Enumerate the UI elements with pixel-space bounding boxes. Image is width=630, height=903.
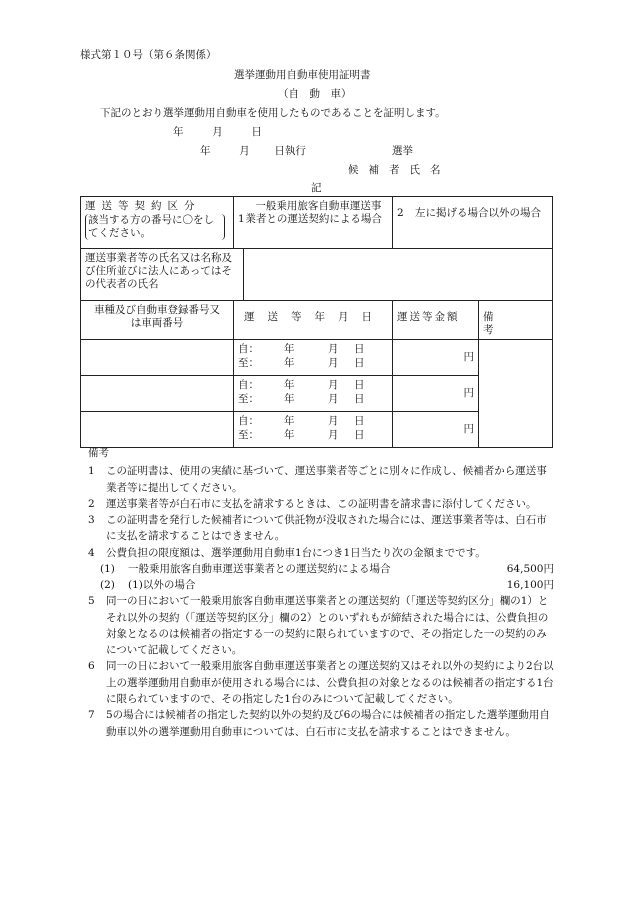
to-label: 至： bbox=[238, 357, 259, 370]
header-row bbox=[81, 301, 553, 340]
document-title: 選挙運動用自動車使用証明書 bbox=[234, 69, 371, 81]
contract-option-1[interactable] bbox=[234, 197, 393, 249]
notes-heading: 備考 bbox=[88, 447, 109, 459]
option-1-text: 一般乗用旅客自動車運送事業者との運送契約による場合 bbox=[245, 200, 382, 226]
election-label: 選挙 bbox=[392, 145, 413, 157]
note-item: 7 5の場合には候補者の指定した契約以外の契約及び6の場合には候補者の指定した選挙運動用自動車以外の選挙運動用自動車については、白石市に支払を請求することはできません。 bbox=[88, 709, 550, 738]
carrier-label: 運送事業者等の氏名又は名称及び住所並びに法人にあってはその代表者の氏名 bbox=[81, 249, 244, 301]
entry-row bbox=[81, 340, 553, 376]
year-unit: 年 bbox=[284, 379, 295, 392]
day-unit: 日 bbox=[354, 429, 365, 442]
amount-field[interactable] bbox=[393, 376, 479, 412]
day-label: 日 bbox=[251, 126, 262, 138]
note-item: 2 運送事業者等が白石市に支払を請求するときは、この証明書を請求書に添付してください。 bbox=[88, 497, 537, 510]
option-1-number: 1 bbox=[238, 213, 245, 225]
certification-statement: 下記のとおり選挙運動用自動車を使用したものであることを証明します。 bbox=[100, 107, 446, 119]
day-unit: 日 bbox=[354, 415, 365, 428]
col-remarks-header: 備考 bbox=[479, 301, 553, 340]
vehicle-field[interactable] bbox=[81, 412, 234, 448]
col-date-header: 運送等年月日 bbox=[234, 301, 393, 340]
note-item: 1 この証明書は、使用の実績に基づいて、運送事業者等ごとに別々に作成し、候補者から運送事業者等に提出してください。 bbox=[88, 465, 547, 494]
day-unit: 日 bbox=[354, 393, 365, 406]
from-label: 自： bbox=[238, 379, 259, 392]
contract-note: 該当する方の番号に〇をしてください。 bbox=[85, 214, 225, 240]
year-unit: 年 bbox=[284, 429, 295, 442]
to-label: 至： bbox=[238, 393, 259, 406]
day-unit: 日 bbox=[354, 343, 365, 356]
month-label: 月 bbox=[212, 126, 223, 138]
yen-unit: 円 bbox=[463, 423, 474, 436]
contract-label: 運送等契約区分 bbox=[85, 200, 201, 212]
to-label: 至： bbox=[238, 429, 259, 442]
month-unit: 月 bbox=[328, 357, 339, 370]
col-vehicle-header: 車種及び自動車登録番号又は車両番号 bbox=[81, 301, 234, 340]
contract-row bbox=[81, 197, 553, 249]
year-unit: 年 bbox=[284, 357, 295, 370]
amount-field[interactable] bbox=[393, 412, 479, 448]
issue-date bbox=[173, 126, 262, 139]
contract-option-2[interactable] bbox=[393, 197, 553, 249]
yen-unit: 円 bbox=[463, 387, 474, 400]
election-day-label: 日執行 bbox=[274, 145, 306, 157]
limit-item: (1) 一般乗用旅客自動車運送事業者との運送契約による場合 64,500円 bbox=[100, 562, 554, 575]
form-number: 様式第１０号（第６条関係） bbox=[80, 49, 217, 61]
year-unit: 年 bbox=[284, 415, 295, 428]
election-date bbox=[200, 145, 306, 158]
month-unit: 月 bbox=[328, 429, 339, 442]
year-unit: 年 bbox=[284, 343, 295, 356]
from-label: 自： bbox=[238, 415, 259, 428]
day-unit: 日 bbox=[354, 379, 365, 392]
yen-unit: 円 bbox=[463, 351, 474, 364]
note-item: 4 公費負担の限度額は、選挙運動用自動車1台につき1日当たり次の金額までです。 bbox=[88, 546, 486, 559]
year-label: 年 bbox=[173, 126, 184, 138]
option-2-number: 2 bbox=[397, 207, 404, 219]
month-unit: 月 bbox=[328, 379, 339, 392]
carrier-name-field[interactable] bbox=[244, 249, 553, 301]
ki-label: 記 bbox=[311, 182, 322, 194]
date-range-field[interactable] bbox=[234, 412, 393, 448]
election-year-label: 年 bbox=[200, 145, 211, 157]
certificate-table bbox=[80, 196, 553, 448]
day-unit: 日 bbox=[354, 357, 365, 370]
election-month-label: 月 bbox=[239, 145, 250, 157]
contract-label-cell bbox=[81, 197, 234, 249]
remarks-field[interactable] bbox=[479, 340, 553, 448]
vehicle-field[interactable] bbox=[81, 340, 234, 376]
carrier-row bbox=[81, 249, 553, 301]
note-item: 3 この証明書を発行した候補者について供託物が没収された場合には、運送事業者等は、白石市に支払を請求することはできません。 bbox=[88, 514, 547, 543]
note-item: 6 同一の日において一般乗用旅客自動車運送事業者との運送契約又はそれ以外の契約により2台以上の選挙運動用自動車が使用される場合には、公費負担の対象となるのは候補者の指定する1台に限られていますので、その指定した1台のみについて記載してください。 bbox=[88, 660, 554, 705]
month-unit: 月 bbox=[328, 393, 339, 406]
document-subtitle: （自 動 車） bbox=[278, 88, 352, 100]
vehicle-field[interactable] bbox=[81, 376, 234, 412]
date-range-field[interactable] bbox=[234, 340, 393, 376]
year-unit: 年 bbox=[284, 393, 295, 406]
month-unit: 月 bbox=[328, 415, 339, 428]
date-range-field[interactable] bbox=[234, 376, 393, 412]
col-amount-header: 運送等金額 bbox=[393, 301, 479, 340]
option-2-text: 左に掲げる場合以外の場合 bbox=[415, 207, 541, 219]
month-unit: 月 bbox=[328, 343, 339, 356]
notes-section bbox=[88, 445, 554, 740]
from-label: 自： bbox=[238, 343, 259, 356]
amount-field[interactable] bbox=[393, 340, 479, 376]
limit-item: (2) (1)以外の場合 16,100円 bbox=[100, 579, 554, 592]
note-item: 5 同一の日において一般乗用旅客自動車運送事業者との運送契約（「運送等契約区分」欄の1）とそれ以外の契約（「運送等契約区分」欄の2）とのいずれもが締結された場合には、公費負担の対象となるのは候補者の指定する一の契約に限られていますので、その指定した一の契約のみについて記載してください。 bbox=[88, 595, 549, 657]
candidate-name-label: 候補者氏名 bbox=[348, 164, 451, 176]
